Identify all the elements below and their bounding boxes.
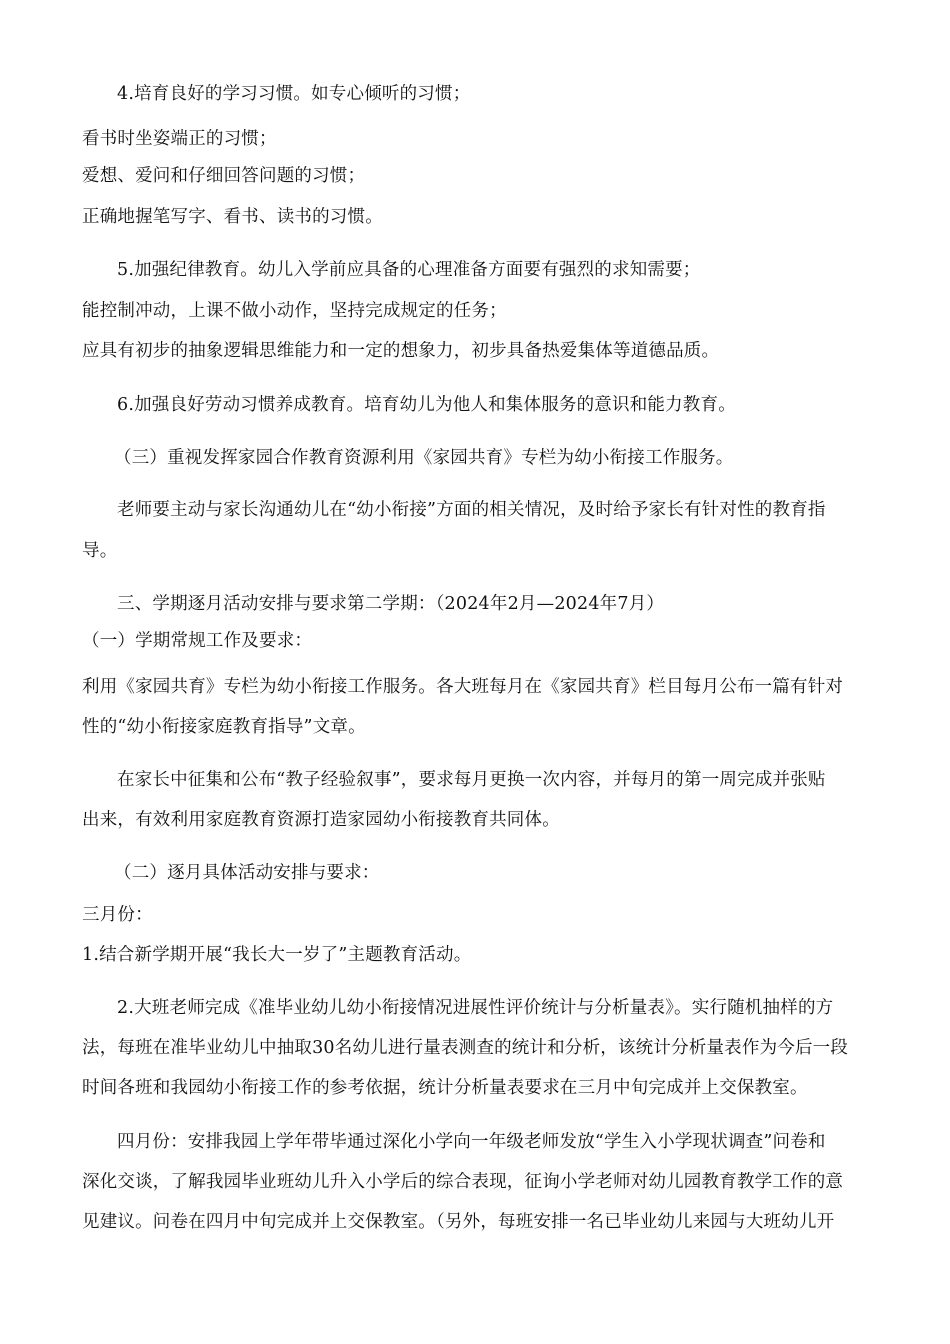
- paragraph-line: 四月份：安排我园上学年带毕通过深化小学向一年级老师发放“学生入小学现状调查”问卷和: [117, 1132, 826, 1152]
- paragraph-line: 正确地握笔写字、看书、读书的习惯。: [82, 207, 383, 227]
- paragraph-line: 性的“幼小衔接家庭教育指导”文章。: [82, 717, 366, 737]
- paragraph-line: 深化交谈，了解我园毕业班幼儿升入小学后的综合表现，征询小学老师对幼儿园教育教学工作的意: [82, 1172, 844, 1192]
- paragraph-line: 4.培育良好的学习习惯。如专心倾听的习惯；: [117, 84, 471, 104]
- paragraph-line: 看书时坐姿端正的习惯；: [82, 129, 277, 149]
- paragraph-line: 出来，有效利用家庭教育资源打造家园幼小衔接教育共同体。: [82, 810, 560, 830]
- paragraph-line: 5.加强纪律教育。幼儿入学前应具备的心理准备方面要有强烈的求知需要；: [117, 260, 701, 280]
- paragraph-line: 能控制冲动，上课不做小动作，坚持完成规定的任务；: [82, 301, 507, 321]
- paragraph-line: 爱想、爱问和仔细回答问题的习惯；: [82, 166, 366, 186]
- paragraph-line: 在家长中征集和公布“教子经验叙事”，要求每月更换一次内容，并每月的第一周完成并张贴: [117, 770, 826, 790]
- paragraph-line: 法，每班在准毕业幼儿中抽取30名幼儿进行量表测查的统计和分析，该统计分析量表作为今后一段: [82, 1038, 849, 1058]
- paragraph-line: 2.大班老师完成《准毕业幼儿幼小衔接情况进展性评价统计与分析量表》。实行随机抽样的方: [117, 998, 834, 1018]
- paragraph-line: 老师要主动与家长沟通幼儿在“幼小衔接”方面的相关情况，及时给予家长有针对性的教育指: [117, 500, 826, 520]
- subsection-heading: （二）逐月具体活动安排与要求：: [114, 863, 380, 883]
- paragraph-line: 见建议。问卷在四月中旬完成并上交保教室。（另外，每班安排一名已毕业幼儿来园与大班幼儿开: [82, 1212, 835, 1232]
- paragraph-line: 1.结合新学期开展“我长大一岁了”主题教育活动。: [82, 945, 472, 965]
- subsection-heading: （一）学期常规工作及要求：: [82, 631, 313, 651]
- month-heading: 三月份：: [82, 905, 153, 925]
- section-heading: （三）重视发挥家园合作教育资源利用《家园共育》专栏为幼小衔接工作服务。: [114, 448, 734, 468]
- paragraph-line: 应具有初步的抽象逻辑思维能力和一定的想象力，初步具备热爱集体等道德品质。: [82, 341, 720, 361]
- paragraph-line: 6.加强良好劳动习惯养成教育。培育幼儿为他人和集体服务的意识和能力教育。: [117, 395, 736, 415]
- paragraph-line: 时间各班和我园幼小衔接工作的参考依据，统计分析量表要求在三月中旬完成并上交保教室。: [82, 1078, 808, 1098]
- paragraph-line: 导。: [82, 541, 118, 561]
- paragraph-line: 利用《家园共育》专栏为幼小衔接工作服务。各大班每月在《家园共育》栏目每月公布一篇有针对: [82, 677, 844, 697]
- section-heading: 三、学期逐月活动安排与要求第二学期：（2024年2月—2024年7月）: [117, 594, 665, 614]
